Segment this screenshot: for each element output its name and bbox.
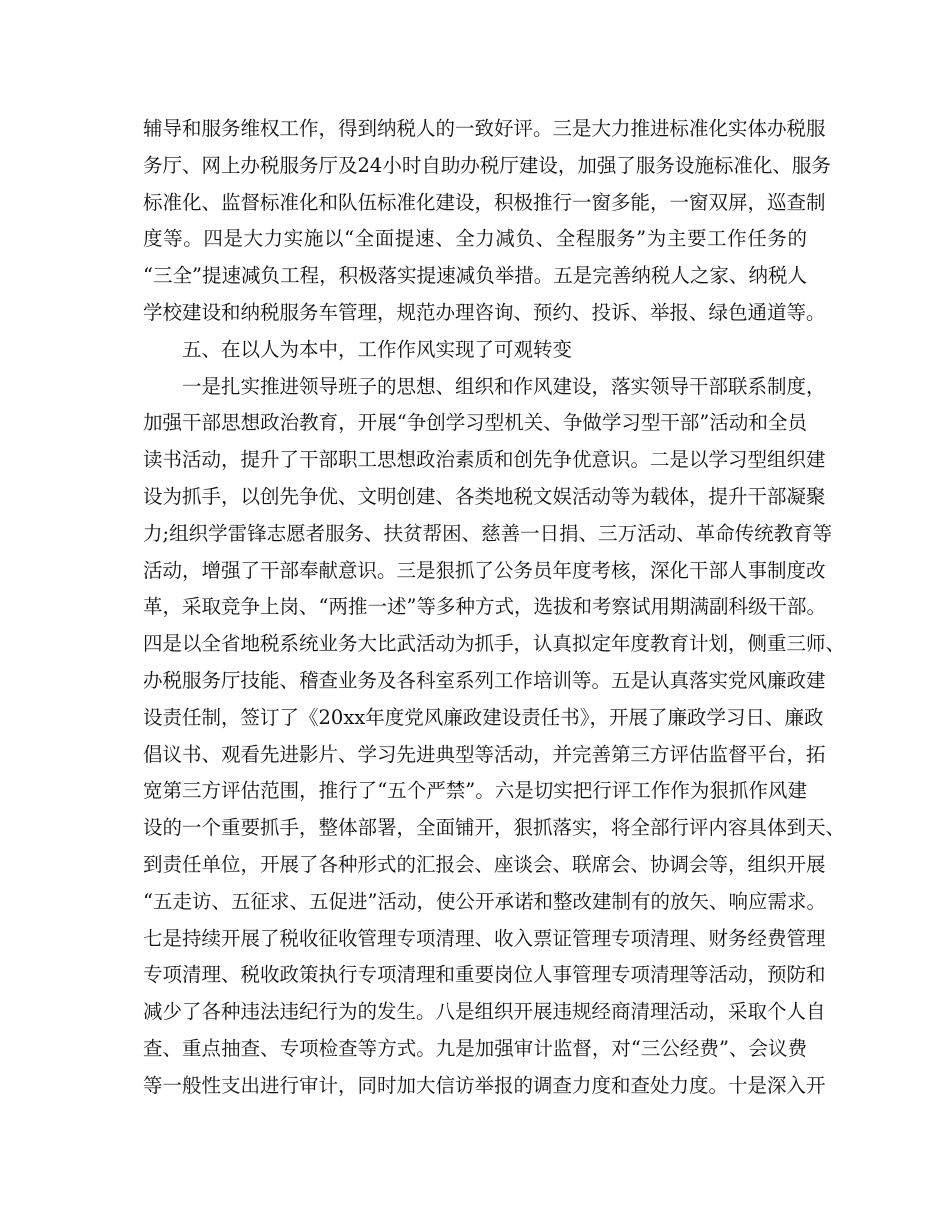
text-line: 查、重点抽查、专项检查等方式。九是加强审计监督，对“三公经费”、会议费 [143, 1036, 807, 1060]
text-line: 等一般性支出进行审计，同时加大信访举报的调查力度和查处力度。十是深入开 [143, 1073, 826, 1097]
text-line: 活动，增强了干部奉献意识。三是狠抓了公务员年度考核，深化干部人事制度改 [143, 558, 826, 582]
text-line: 务厅、网上办税服务厅及24小时自助办税厅建设，加强了服务设施标准化、服务 [143, 153, 831, 177]
text-line: 设的一个重要抓手，整体部署，全面铺开，狠抓落实，将全部行评内容具体到天、 [143, 816, 846, 840]
text-line: 革，采取竞争上岗、“两推一述”等多种方式，选拔和考察试用期满副科级干部。 [143, 595, 826, 619]
text-line: “五走访、五征求、五促进”活动，使公开承诺和整改建制有的放矢、响应需求。 [143, 889, 826, 913]
text-line: 四是以全省地税系统业务大比武活动为抓手，认真拟定年度教育计划，侧重三师、 [143, 632, 846, 656]
text-line: 一是扎实推进领导班子的思想、组织和作风建设，落实领导干部联系制度， [182, 374, 826, 398]
section-heading: 五、在以人为本中，工作作风实现了可观转变 [182, 337, 573, 361]
text-line: 办税服务厅技能、稽查业务及各科室系列工作培训等。五是认真落实党风廉政建 [143, 668, 826, 692]
text-line: 倡议书、观看先进影片、学习先进典型等活动，并完善第三方评估监督平台，拓 [143, 742, 826, 766]
text-line: “三全”提速减负工程，积极落实提速减负举措。五是完善纳税人之家、纳税人 [143, 264, 807, 288]
text-line: 设为抓手，以创先争优、文明创建、各类地税文娱活动等为载体，提升干部凝聚 [143, 484, 826, 508]
text-line: 辅导和服务维权工作，得到纳税人的一致好评。三是大力推进标准化实体办税服 [143, 117, 826, 140]
text-line: 读书活动，提升了干部职工思想政治素质和创先争优意识。二是以学习型组织建 [143, 448, 826, 472]
text-line: 力;组织学雷锋志愿者服务、扶贫帮困、慈善一日捐、三万活动、革命传统教育等 [143, 521, 833, 545]
text-line: 专项清理、税收政策执行专项清理和重要岗位人事管理专项清理等活动，预防和 [143, 963, 826, 987]
text-line: 加强干部思想政治教育，开展“争创学习型机关、争做学习型干部”活动和全员 [143, 411, 807, 435]
document-page [143, 111, 846, 1105]
text-line: 设责任制，签订了《20xx年度党风廉政建设责任书》，开展了廉政学习日、廉政 [143, 705, 824, 729]
text-line: 到责任单位，开展了各种形式的汇报会、座谈会、联席会、协调会等，组织开展 [143, 852, 826, 876]
text-line: 七是持续开展了税收征收管理专项清理、收入票证管理专项清理、财务经费管理 [143, 926, 826, 950]
text-line: 学校建设和纳税服务车管理，规范办理咨询、预约、投诉、举报、绿色通道等。 [143, 300, 826, 324]
text-line: 度等。四是大力实施以“全面提速、全力减负、全程服务”为主要工作任务的 [143, 227, 807, 251]
text-line: 减少了各种违法违纪行为的发生。八是组织开展违规经商清理活动，采取个人自 [143, 1000, 826, 1024]
text-line: 宽第三方评估范围，推行了“五个严禁”。六是切实把行评工作作为狠抓作风建 [143, 779, 807, 803]
text-line: 标准化、监督标准化和队伍标准化建设，积极推行一窗多能，一窗双屏，巡查制 [143, 190, 826, 214]
